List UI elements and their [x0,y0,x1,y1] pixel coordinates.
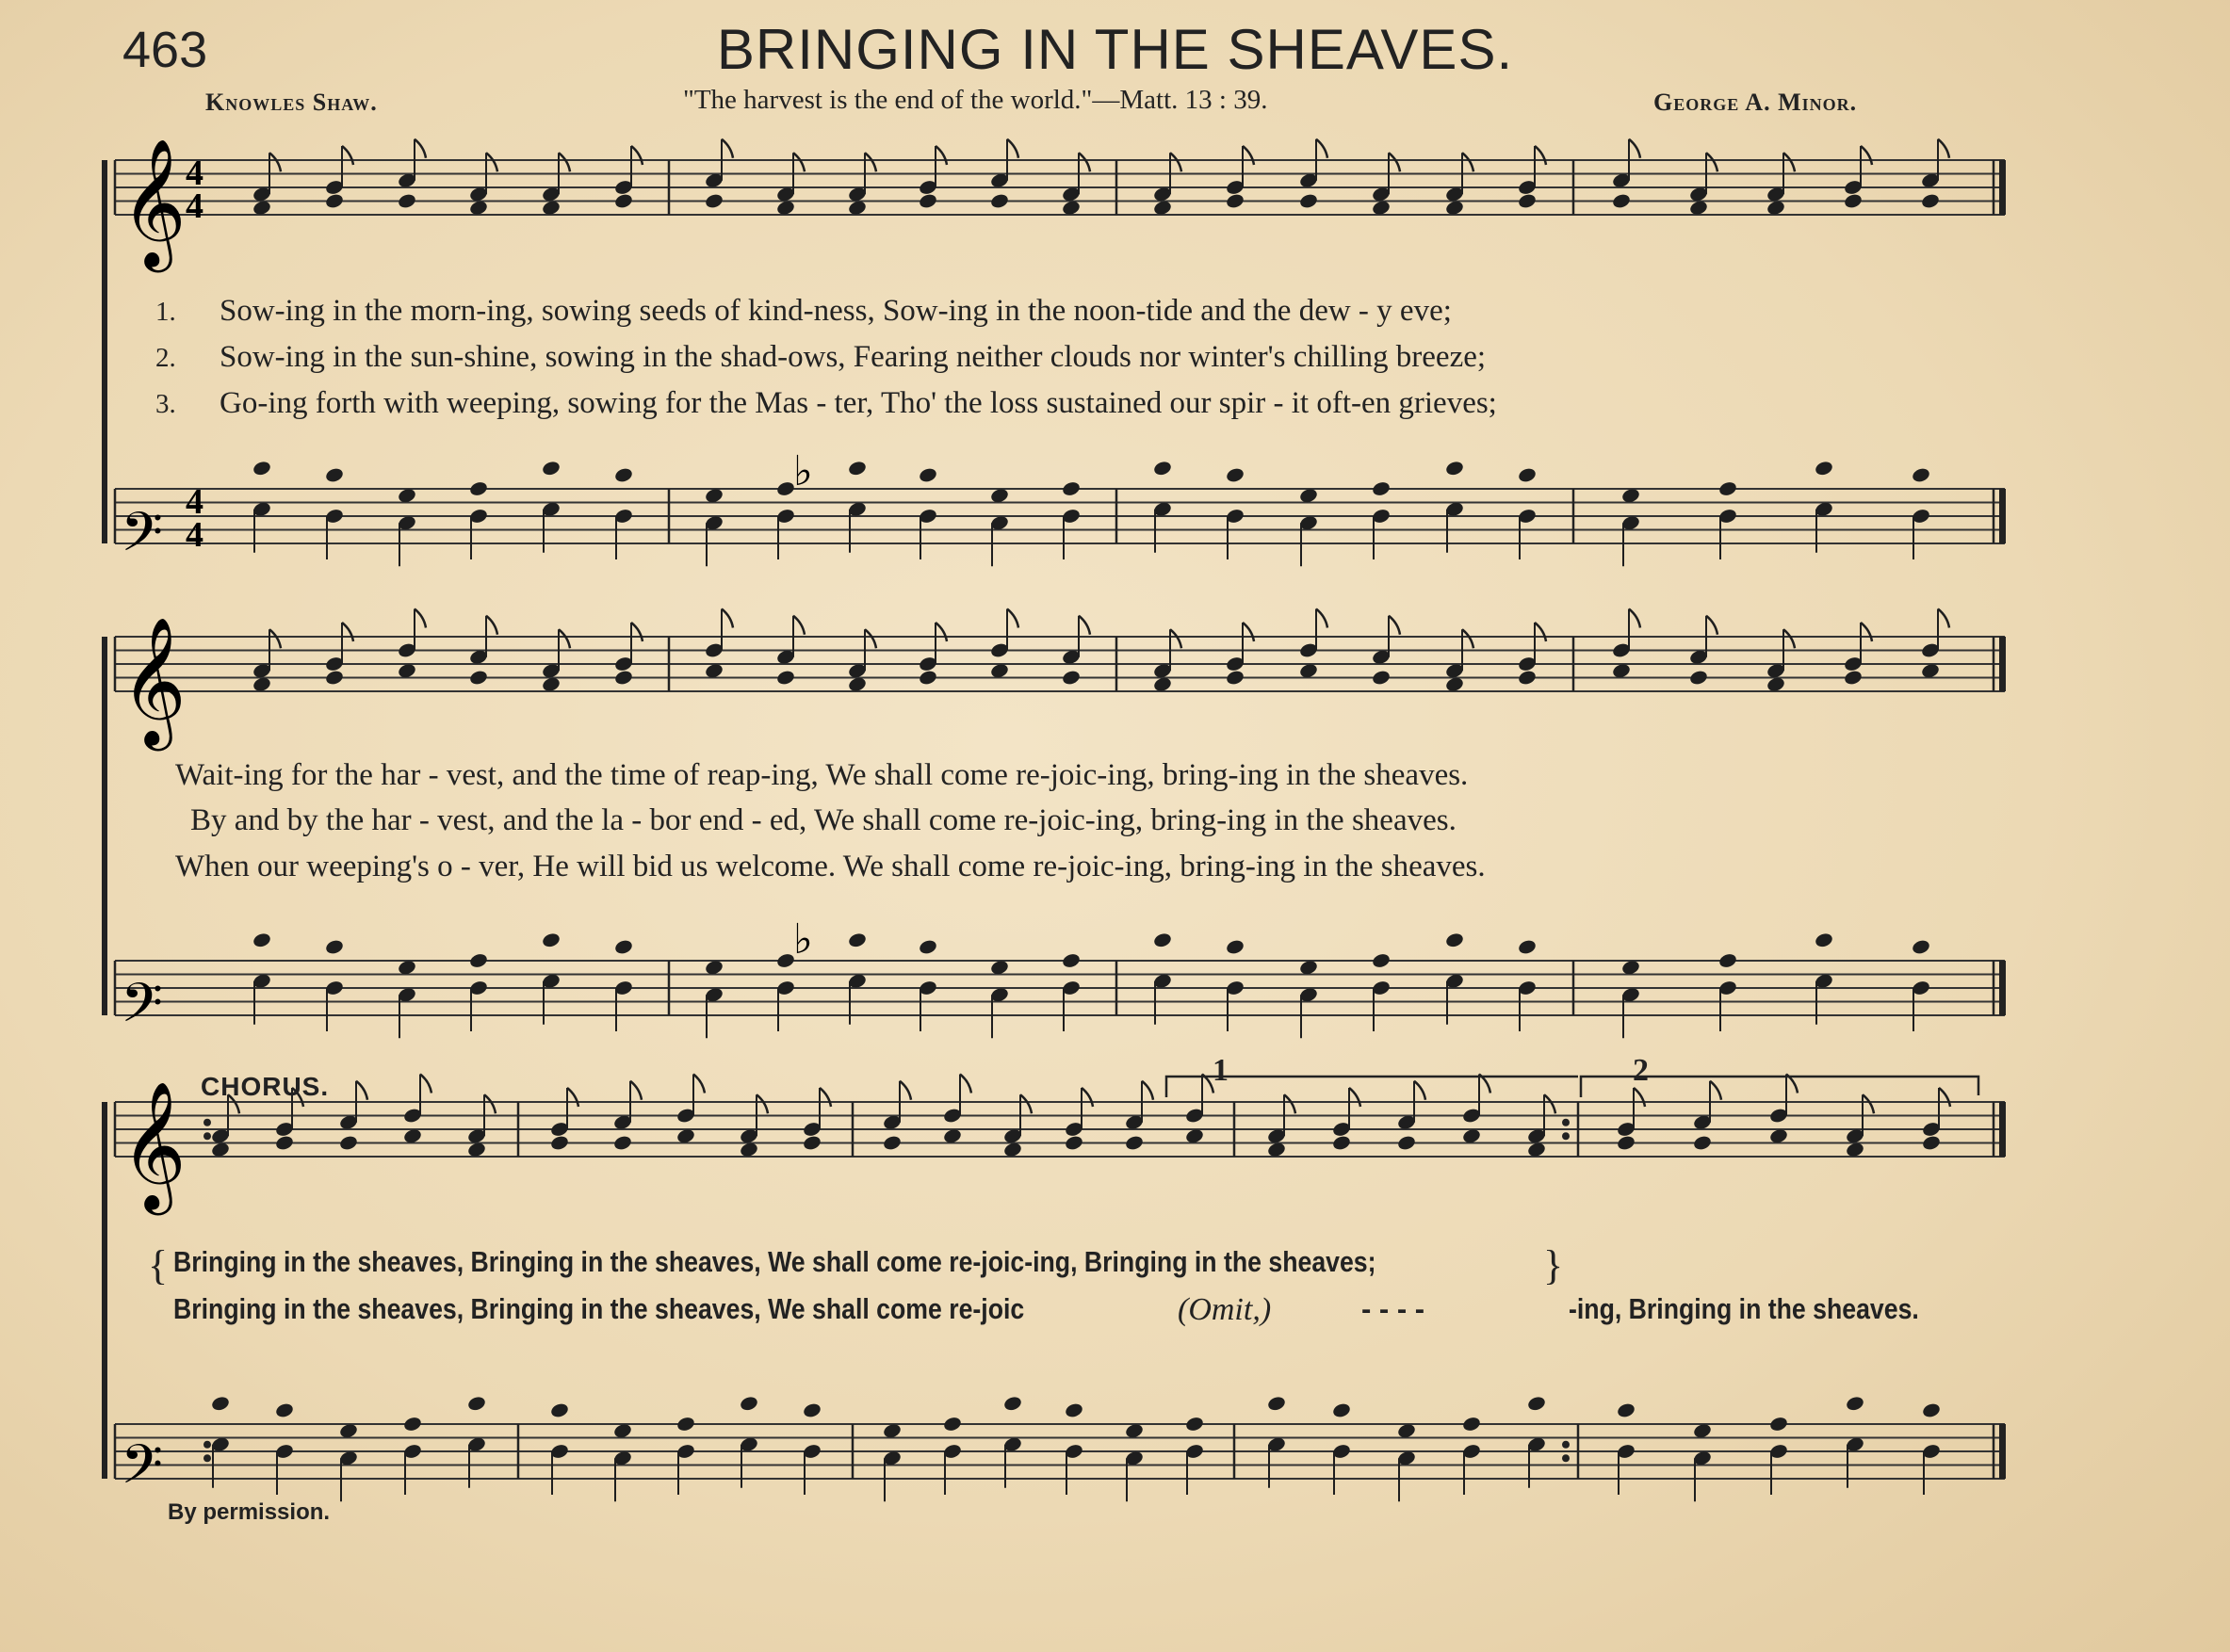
composer-credit: George A. Minor. [1653,89,1858,116]
note-head [468,480,488,497]
author-credit: Knowles Shaw. [205,89,378,116]
note-head [338,1134,358,1151]
chorus-brace-right: } [1543,1242,1564,1288]
note-flag [1783,629,1795,648]
note-flag [631,146,643,165]
note-flag [1706,616,1717,635]
note-head [918,192,937,209]
note-head [1371,480,1391,497]
note-flag [900,1081,911,1100]
system-bracket [102,160,107,543]
note-flag [342,623,353,641]
bass-clef-3: 𝄢 [121,1433,164,1510]
note-head [1692,1134,1712,1151]
chorus-omit-dashes: - - - - [1361,1292,1425,1325]
note-head [1371,952,1391,969]
note-head [1843,669,1863,686]
chorus-line-1: Bringing in the sheaves, Bringing in the sheaves, We shall come re-joic-ing, Bringing in the sheaves; [173,1245,1376,1278]
note-head [1331,1401,1351,1418]
note-flag [960,1075,971,1093]
repeat-dot [203,1119,211,1126]
system-bracket [102,637,107,1015]
system-bracket [102,1102,107,1479]
flat-signs [793,447,813,964]
note-flag [1389,616,1400,635]
repeat-dot [203,1454,211,1462]
bass-clef-2: 𝄢 [121,971,164,1048]
note-flag [1316,139,1327,158]
note-flag [793,616,805,635]
final-barline [1999,1424,2006,1479]
time-sig-bass-top: 4 [186,482,203,522]
note-head [549,1401,569,1418]
verse-number-2: 2. [155,343,176,373]
flat-sign-1: ♭ [793,447,813,495]
note-flag [1863,1094,1874,1113]
note-flag [820,1088,831,1107]
note-head [1920,192,1940,209]
note-head [1517,466,1537,483]
note-flag [1861,623,1872,641]
final-barline [1999,1102,2006,1157]
note-head [274,1401,294,1418]
repeat-dot [1562,1132,1570,1140]
note-flag [865,153,876,171]
note-head [1298,192,1318,209]
note-head [1444,931,1464,948]
note-flag [1710,1081,1721,1100]
note-head [1064,1134,1083,1151]
note-head [612,1134,632,1151]
note-head [1331,1134,1351,1151]
note-head [918,466,937,483]
note-flag [1389,153,1400,171]
note-flag [1284,1094,1295,1113]
note-head [918,669,937,686]
note-flag [693,1075,705,1093]
note-flag [1535,623,1546,641]
time-sig-treble-top: 4 [186,154,203,193]
note-flag [1535,146,1546,165]
note-head [775,669,795,686]
note-flag [1938,609,1949,628]
note-head [1717,952,1737,969]
note-flag [1142,1081,1153,1100]
chorus-line-2a: Bringing in the sheaves, Bringing in the sheaves, We shall come re-joic [173,1292,1025,1325]
note-head [1225,938,1245,955]
verse-2-line-2: By and by the har - vest, and the la - bor end - ed, We shall come re-joic-ing, bring-ing in the sheaves. [190,803,1457,837]
note-flag [356,1081,367,1100]
repeat-dot [203,1441,211,1449]
note-head [466,1395,486,1412]
chorus-line-2b: -ing, Bringing in the sheaves. [1569,1292,1919,1325]
note-flag [1349,1088,1360,1107]
note-flag [1939,1088,1950,1107]
note-flag [1007,609,1018,628]
note-head [1444,460,1464,477]
note-flag [793,153,805,171]
note-flag [1783,153,1795,171]
note-head [1225,192,1245,209]
note-head [989,192,1009,209]
final-barline [1999,961,2006,1015]
hymn-title: BRINGING IN THE SHEAVES. [716,18,1514,81]
note-flag [269,629,281,648]
time-sig-treble-bottom: 4 [186,186,203,226]
note-head [1814,460,1833,477]
note-head [1526,1395,1546,1412]
note-flag [484,1094,496,1113]
note-head [324,669,344,686]
note-flag [1243,146,1254,165]
note-head [1911,466,1930,483]
note-head [324,192,344,209]
note-head [252,931,271,948]
note-head [1124,1134,1144,1151]
note-flag [1316,609,1327,628]
note-flag [936,623,947,641]
verse-3-line-2: When our weeping's o - ver, He will bid us welcome. We shall come re-joic-ing, bring-ing in the sheaves. [175,850,1486,883]
note-flag [486,616,497,635]
note-flag [420,1075,431,1093]
note-head [847,931,867,948]
note-flag [1861,146,1872,165]
scripture-epigraph: "The harvest is the end of the world."—Matt. 13 : 39. [683,85,1268,115]
note-head [1225,669,1245,686]
note-flag [722,609,733,628]
note-head [613,938,633,955]
note-head [324,466,344,483]
note-head [613,466,633,483]
time-sig-bass-bottom: 4 [186,515,203,555]
note-head [942,1416,962,1433]
note-head [468,952,488,969]
treble-clef-1: 𝄞 [121,137,187,267]
bass-clef-1: 𝄢 [121,500,164,577]
note-head [1064,1401,1083,1418]
note-head [613,669,633,686]
note-head [676,1416,695,1433]
note-head [1061,669,1081,686]
verse-1-line-2: Wait-ing for the har - vest, and the time of reap-ing, We shall come re-joic-ing, bring-ing in the sheaves. [175,758,1469,792]
repeat-dot [1562,1454,1570,1462]
note-flag [1544,1094,1555,1113]
repeat-dot [1562,1441,1570,1449]
note-head [1225,466,1245,483]
note-flag [559,153,570,171]
chorus-brace-left: { [148,1242,169,1288]
note-flag [1706,153,1717,171]
note-flag [567,1088,578,1107]
note-head [274,1134,294,1151]
note-flag [631,623,643,641]
chorus-omit-note: (Omit,) [1178,1292,1272,1327]
note-flag [1007,139,1018,158]
note-flag [1629,609,1640,628]
note-flag [1079,153,1090,171]
note-flag [1629,139,1640,158]
note-flag [1079,616,1090,635]
note-head [1688,669,1708,686]
note-head [847,460,867,477]
note-flag [1462,153,1473,171]
verse-1-line-1: Sow-ing in the morn-ing, sowing seeds of kind-ness, Sow-ing in the noon-tide and the dew - y eve; [220,294,1452,328]
note-head [613,192,633,209]
note-flag [1414,1081,1425,1100]
note-head [1911,938,1930,955]
note-head [1921,1134,1941,1151]
volta-brackets [1166,1077,1978,1097]
treble-clef-2: 𝄞 [121,615,187,745]
note-flag [342,146,353,165]
note-head [1616,1401,1636,1418]
note-head [210,1395,230,1412]
note-head [541,460,561,477]
note-head [1371,669,1391,686]
note-head [1517,669,1537,686]
note-flag [757,1094,768,1113]
note-flag [1938,139,1949,158]
note-flag [486,153,497,171]
note-flag [1462,629,1473,648]
note-head [1266,1395,1286,1412]
note-flag [269,153,281,171]
note-head [802,1401,822,1418]
note-head [1152,931,1172,948]
note-flag [1170,629,1181,648]
final-barline [1999,637,2006,691]
note-head [252,460,271,477]
note-head [739,1395,758,1412]
note-head [1002,1395,1022,1412]
note-head [704,192,724,209]
verse-number-1: 1. [155,297,176,327]
note-head [1616,1134,1636,1151]
note-head [397,192,416,209]
time-signatures [186,154,203,555]
verse-number-3: 3. [155,389,176,419]
note-head [1611,192,1631,209]
note-head [918,938,937,955]
note-head [802,1134,822,1151]
final-barline [1999,489,2006,543]
note-head [541,931,561,948]
note-flag [1082,1088,1093,1107]
note-head [1152,460,1172,477]
note-head [402,1416,422,1433]
repeat-dot [1562,1119,1570,1126]
note-flag [559,629,570,648]
note-flag [1020,1094,1032,1113]
verse-2-line-1: Sow-ing in the sun-shine, sowing in the shad-ows, Fearing neither clouds nor winter's chilling breeze; [220,340,1487,374]
note-head [1061,480,1081,497]
note-head [882,1134,902,1151]
note-head [468,669,488,686]
final-barline [1999,160,2006,215]
note-flag [865,629,876,648]
note-head [1843,192,1863,209]
flat-sign-2: ♭ [793,915,813,964]
note-flag [1634,1088,1645,1107]
note-head [1921,1401,1941,1418]
note-head [1845,1395,1864,1412]
note-flag [936,146,947,165]
repeat-dot [203,1132,211,1140]
note-head [1461,1416,1481,1433]
note-head [1768,1416,1788,1433]
note-head [1717,480,1737,497]
note-flag [630,1081,642,1100]
page-number: 463 [122,22,208,78]
permission-note: By permission. [168,1499,331,1525]
note-head [549,1134,569,1151]
note-head [1517,938,1537,955]
ending-1-label: 1 [1213,1053,1229,1088]
note-flag [1243,623,1254,641]
treble-clef-3: 𝄞 [121,1079,187,1209]
note-head [324,938,344,955]
note-head [1061,952,1081,969]
note-head [1396,1134,1416,1151]
note-head [1517,192,1537,209]
note-flag [415,609,426,628]
note-flag [722,139,733,158]
chorus-heading: CHORUS. [201,1072,330,1101]
note-head [1184,1416,1204,1433]
note-head [1814,931,1833,948]
ending-2-label: 2 [1633,1053,1649,1088]
note-flag [1170,153,1181,171]
verse-3-line-1: Go-ing forth with weeping, sowing for the Mas - ter, Tho' the loss sustained our spir - it oft-en grieves; [220,386,1497,420]
note-flag [415,139,426,158]
